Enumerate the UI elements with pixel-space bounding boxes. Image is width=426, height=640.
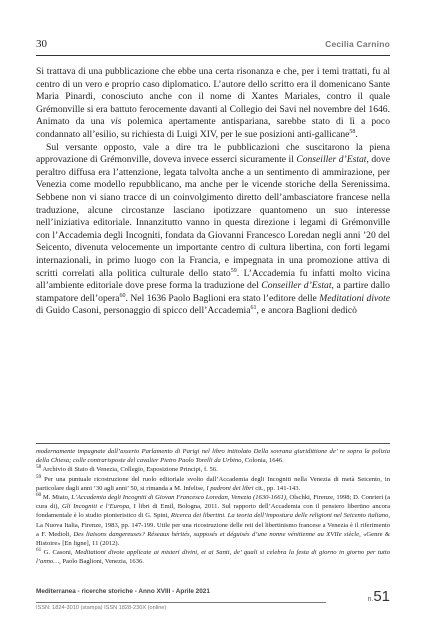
footnote-reference-58[interactable]: 58 (349, 128, 356, 135)
footnote-59: $^{59}$ Per una puntuale ricostruzione del ruolo editoriale svolto dall’Accademia degli Incogniti nella Venezia di metà Seicento, in particolare dagli anni ’30 agli anni’ 50, si rimanda a M. Infelise, I padroni dei libri cit., pp. 141-143. (36, 473, 390, 492)
page-number: 30 (36, 38, 47, 50)
footer-rule (36, 602, 326, 603)
footnote-reference-60[interactable]: 60 (119, 292, 126, 299)
paragraph-1: Si trattava di una pubblicazione che ebbe una certa risonanza e che, per i temi trattati, fu al centro di un vero e proprio caso diplomatico. L’autore dello scritto era il domenicano Sante Maria Pinardi, conosciuto anche con il nome di Xantes Mariales, contro il quale Grémonville si era battuto ferocemente davanti al Collegio dei Savi nel novembre del 1646. Animato da una vis polemica apertamente antispariana, sarebbe stato di lì a poco condannato all’esilio, su richiesta di Luigi XIV, per le sue posizioni anti-gallicane$^{58}$. (36, 66, 390, 140)
running-head-author: Cecilia Carnino (325, 39, 390, 49)
header-rule (36, 55, 390, 56)
body-text (36, 66, 390, 318)
footnote-reference-61[interactable]: 61 (250, 305, 257, 312)
footnote-60: $^{60}$ M. Miato, L’Accademia degli Incogniti di Giovan Francesco Loredan, Venezia (1630-1661), Olschki, Firenze, 1998; D. Conrieri (a cura di), Gli Incogniti e l’Europa, I libri di Emil, Bologna, 2011. Sul rapporto dell’Accademia con il pensiero libertino ancora fondamentale è lo studio pionieristico di G. Spini, Ricerca dei libertini. La teoria dell’impostura delle religioni nel Seicento italiano, La Nuova Italia, Firenze, 1983, pp. 147-199. Utile per una ricostruzione delle reti del libertinismo francese a Venezia è il riferimento a F. Medioli, Des liaisons dangereuses? Réseaux hérités, supposés et déguisés d’une nonne vénitienne au XVIIe siècle, «Genre & Histoire» [En ligne], 11 (2012). (36, 491, 391, 548)
page-header (36, 38, 390, 52)
footnote-continued: modernamente impugnate dall’asserto Parlamento di Parigi nel libro intitolato Della sovrana giuridittione de’ re sopra la polizia della Chiesa; colle contrarisposte del cavalier Pietro Paolo Torelli da Urbino, Colonia, 1646. (36, 448, 390, 465)
issue-number: n.51 (367, 588, 390, 605)
journal-title: Mediterranea - ricerche storiche - Anno XVIII - Aprile 2021 (36, 588, 210, 595)
footnote-61: $^{61}$ G. Casoni, Meditationi divote applicate ai misteri divini, et ai Santi, de’ quali si celebra la festa di giorno in giorno per tutto l’anno…, Paolo Baglioni, Venezia, 1636. (36, 547, 390, 566)
footnote-rule (36, 443, 390, 444)
issn-line: ISSN: 1824-3010 (stampa) ISSN 1828-230X (online) (36, 605, 167, 611)
footnote-58: $^{58}$ Archivio di Stato di Venezia, Collegio, Esposizione Principi, f. 56. (36, 464, 218, 474)
footnotes (36, 447, 390, 567)
paragraph-2: Sul versante opposto, vale a dire tra le pubblicazioni che suscitarono la piena approvazione di Grémonville, doveva invece esserci sicuramente il Conseiller d’Estat, dove peraltro diffusa era l’attenzione, legata talvolta anche a un sentimento di ammirazione, per Venezia come modello repubblicano, ma anche per le vicende storiche della Serenissima. Sebbene non vi siano tracce di un coinvolgimento diretto dell’ambasciatore francese nella traduzione, alcune circostanze lasciano ipotizzare quantomeno un suo interesse nell’iniziativa editoriale. Innanzitutto vanno in questa direzione i legami di Grémonville con l’Accademia degli Incogniti, fondata da Giovanni Francesco Loredan negli anni ’20 del Seicento, divenuta velocemente un importante centro di cultura libertina, con forti legami internazionali, in primo luogo con la Francia, e impegnata in una promozione attiva di scritti correlati alla politica culturale dello stato$^{59}$. L’Accademia fu infatti molto vicina all’ambiente editoriale dove prese forma la traduzione del Conseiller d’Estat, a partire dallo stampatore dell’opera$^{60}$. Nel 1636 Paolo Baglioni era stato l’editore delle Meditationi divote di Guido Casoni, personaggio di spicco dell’Accademia$^{61}$, e ancora Baglioni dedicò (36, 141, 391, 317)
footnote-reference-59[interactable]: 59 (230, 267, 237, 274)
